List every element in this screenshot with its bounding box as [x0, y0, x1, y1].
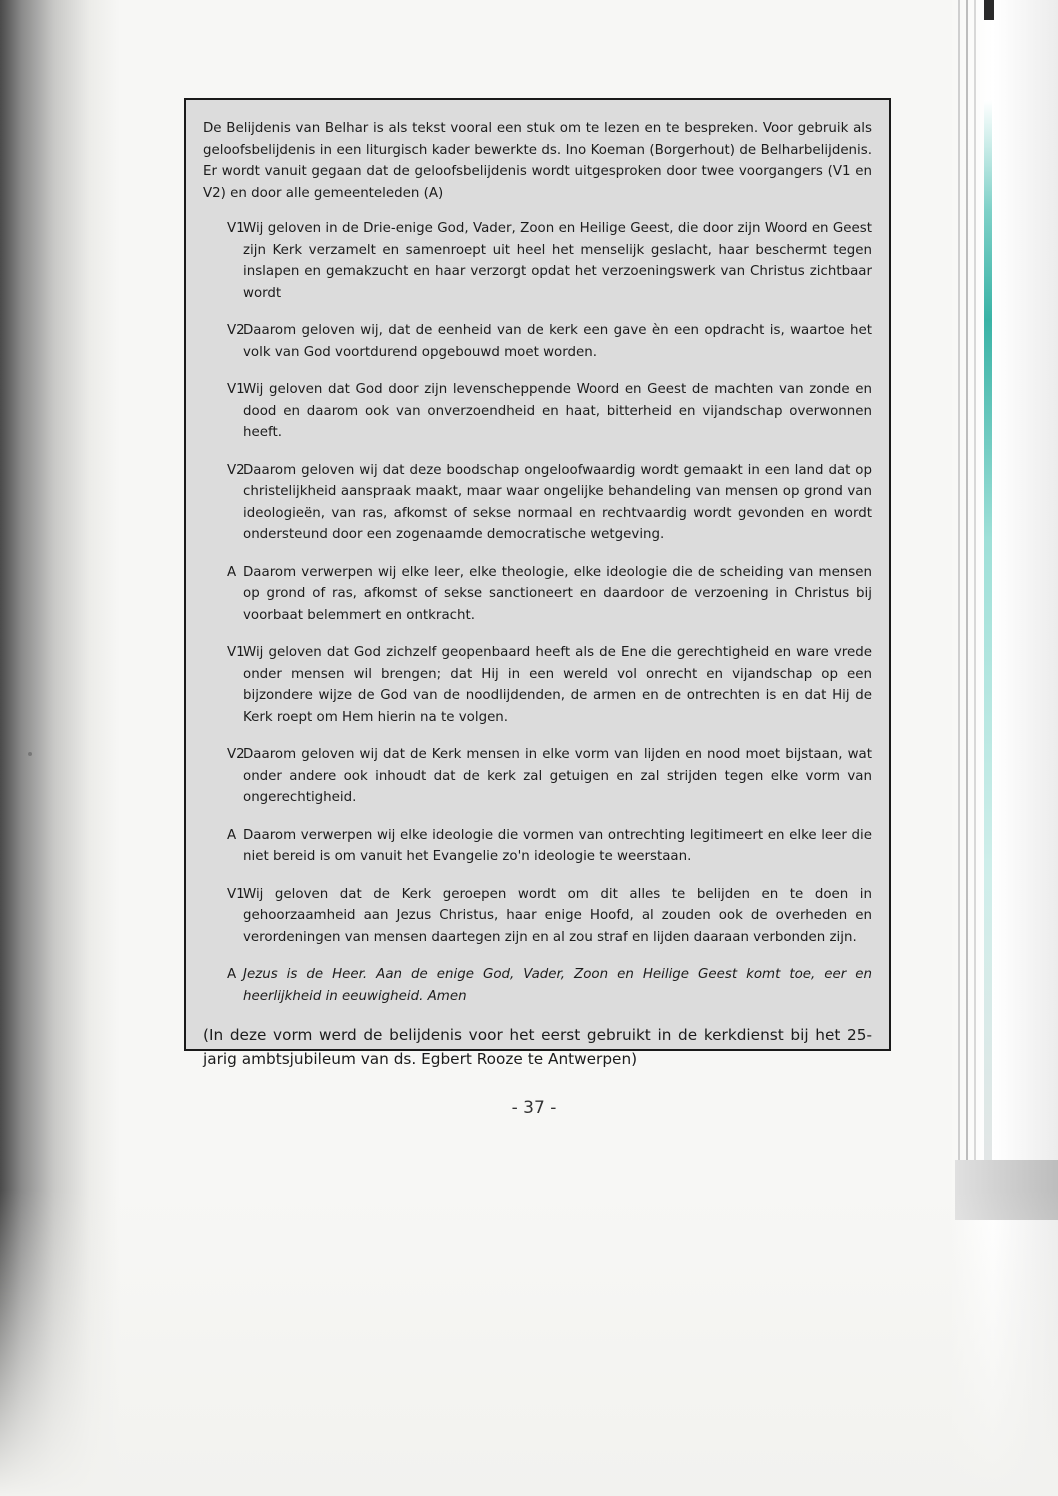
entry-4 — [203, 460, 872, 546]
page-number: - 37 - — [511, 1098, 557, 1118]
binding-edge — [984, 0, 994, 20]
speaker-label: V1 — [227, 886, 245, 902]
entry-text: Wij geloven dat de Kerk geroepen wordt om dit alles te belijden en te doen in gehoorzaamheid aan Jezus Christus, haar enige Hoofd, al zouden ook de overheden en verordeningen van mensen daartegen zijn en al zou straf en lijden daaraan verbonden zijn. — [243, 886, 872, 945]
entry-8 — [203, 825, 872, 868]
teal-page-edge — [984, 100, 992, 1200]
closing-note: (In deze vorm werd de belijdenis voor het eerst gebruikt in de kerkdienst bij het 25-jarig ambtsjubileum van ds. Egbert Rooze te Antwerpen) — [203, 1026, 872, 1068]
page-edge-line — [958, 0, 960, 1215]
entry-1 — [203, 218, 872, 304]
entry-7 — [203, 744, 872, 809]
entry-2 — [203, 320, 872, 363]
intro-paragraph: De Belijdenis van Belhar is als tekst vooral een stuk om te lezen en te bespreken. Voor gebruik als geloofsbelijdenis in een liturgisch kader bewerkte ds. Ino Koeman (Borgerhout) de Belharbelijdenis. Er wordt vanuit gegaan dat de geloofsbelijdenis wordt uitgesproken door twee voorgangers (V1 en V2) en door alle gemeenteleden (A) — [203, 121, 872, 201]
speaker-label: A — [227, 564, 237, 580]
entry-text: Wij geloven in de Drie-enige God, Vader, Zoon en Heilige Geest, die door zijn Woord en Geest zijn Kerk verzamelt en samenroept uit heel het menselijk geslacht, haar beschermt tegen inslapen en gemakzucht en haar verzorgt opdat het verzoeningswerk van Christus zichtbaar wordt — [243, 221, 872, 301]
entry-5 — [203, 562, 872, 627]
entry-text: Wij geloven dat God zichzelf geopenbaard heeft als de Ene die gerechtigheid en ware vrede onder mensen wil brengen; dat Hij in een wereld vol onrecht en vijandschap op een bijzondere wijze de God van de noodlijdenden, de armen en de ontrechten is en dat Hij de Kerk roept om Hem hierin na te volgen. — [243, 645, 872, 725]
entry-text: Jezus is de Heer. Aan de enige God, Vader, Zoon en Heilige Geest komt toe, eer en heerlijkheid in eeuwigheid. Amen — [243, 967, 872, 1004]
entry-10 — [203, 964, 872, 1007]
page-edge-line — [974, 0, 976, 1215]
entry-text: Daarom geloven wij dat deze boodschap ongeloofwaardig wordt gemaakt in een land dat op christelijkheid aanspraak maakt, maar waar ongelijke behandeling van mensen op grond van ideologieën, van ras, afkomst of sekse normaal en rechtvaardig wordt gevonden en wordt ondersteund door een zogenaamde democratische wetgeving. — [243, 462, 872, 542]
scan-shadow-bottom — [0, 1190, 1058, 1496]
speaker-label: V2 — [227, 323, 245, 338]
entry-text: Daarom geloven wij, dat de eenheid van de kerk een gave èn een opdracht is, waartoe het volk van God voortdurend opgebouwd moet worden. — [243, 323, 872, 360]
scan-speck — [28, 752, 32, 756]
speaker-label: A — [227, 967, 237, 982]
speaker-label: A — [227, 827, 237, 843]
entry-3 — [203, 379, 872, 444]
belijdenis-box — [184, 98, 891, 1068]
speaker-label: V1 — [227, 645, 245, 660]
page-edge-line — [966, 0, 968, 1215]
entry-text: Daarom verwerpen wij elke ideologie die vormen van ontrechting legitimeert en elke leer die niet bereid is om vanuit het Evangelie zo'n ideologie te weerstaan. — [243, 827, 872, 864]
entry-text: Wij geloven dat God door zijn levenscheppende Woord en Geest de machten van zonde en dood en daarom ook van onverzoendheid en haat, bitterheid en vijandschap overwonnen heeft. — [243, 382, 872, 440]
entry-text: Daarom geloven wij dat de Kerk mensen in elke vorm van lijden en nood moet bijstaan, wat onder andere ook inhoudt dat de kerk zal getuigen en zal strijden tegen elke vorm van ongerechtigheid. — [243, 747, 872, 805]
speaker-label: V1 — [227, 221, 245, 236]
entry-6 — [203, 642, 872, 728]
speaker-label: V1 — [227, 382, 245, 397]
entry-text: Daarom verwerpen wij elke leer, elke theologie, elke ideologie die de scheiding van mensen op grond of ras, afkomst of sekse sanctioneert en daardoor de verzoening in Christus bij voorbaat belemmert en ontkracht. — [243, 564, 872, 623]
entry-9 — [203, 884, 872, 949]
speaker-label: V2 — [227, 462, 245, 478]
speaker-label: V2 — [227, 747, 245, 762]
